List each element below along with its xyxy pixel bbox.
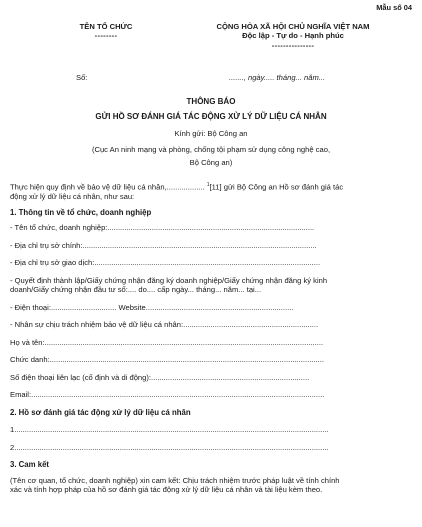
- intro-paragraph: [10, 182, 412, 192]
- document-title: THÔNG BÁO: [186, 97, 236, 106]
- intro-text-after: [11] gửi Bộ Công an Hồ sơ đánh giá tác: [209, 182, 344, 192]
- transaction-address-field: - Địa chỉ trụ sở giao dịch:...........................................................................................................: [10, 258, 321, 268]
- addressee: Kính gửi: Bộ Công an: [174, 129, 248, 138]
- section-2-heading: 2. Hồ sơ đánh giá tác động xử lý dữ liệu cá nhân: [10, 407, 191, 417]
- full-name-field: Họ và tên:....................................................................................................................................: [10, 337, 324, 347]
- email-field: Email:...........................................................................................................................................: [10, 390, 325, 400]
- organization-divider: --------: [94, 31, 118, 41]
- section-1-heading: 1. Thông tin về tổ chức, doanh nghiệp: [10, 207, 152, 217]
- section-3-heading: 3. Cam kết: [10, 460, 50, 470]
- agency-line-2: Bộ Công an): [189, 157, 233, 167]
- agency-line-1: (Cục An ninh mạng và phòng, chống tội phạm sử dụng công nghệ cao,: [91, 145, 331, 155]
- nation-title: CỘNG HÒA XÃ HỘI CHỦ NGHĨA VIỆT NAM: [216, 22, 370, 31]
- responsible-person-field: - Nhân sự chịu trách nhiệm bảo vệ dữ liệu cá nhân:................................................................: [10, 320, 319, 330]
- intro-text-before: Thực hiện quy định về bảo vệ dữ liệu cá nhân,..................: [10, 182, 207, 192]
- document-date: ......., ngày..... tháng... năm...: [229, 73, 326, 82]
- commitment-line-1: (Tên cơ quan, tổ chức, doanh nghiệp) xin cam kết: Chịu trách nhiệm trước pháp luật về tính chính: [10, 476, 340, 485]
- position-field: Chức danh:..................................................................................................................................: [10, 355, 324, 365]
- organization-name: TÊN TỔ CHỨC: [79, 22, 133, 31]
- footnote-mark: 1: [206, 182, 210, 188]
- org-name-field: - Tên tổ chức, doanh nghiệp:..................................................................................................: [10, 223, 315, 233]
- document-number-label: Số:: [76, 73, 88, 82]
- phone-website-field: - Điện thoại:............................... Website......................................................................: [10, 302, 294, 312]
- document-item-2: 2.....................................................................................................................................................: [10, 442, 329, 452]
- nation-motto: Độc lập - Tự do - Hạnh phúc: [242, 31, 344, 41]
- address-field: - Địa chỉ trụ sở chính:...............................................................................................................: [10, 240, 317, 250]
- form-number: Mẫu số 04: [376, 3, 412, 12]
- nation-divider: ---------------: [271, 40, 315, 50]
- title-block: [0, 97, 422, 167]
- contact-phone-field: Số điện thoại liên lạc (cố định và di động):...........................................................................: [10, 372, 310, 382]
- organization-block: [62, 22, 150, 41]
- intro-line-2: động xử lý dữ liệu cá nhân, như sau:: [10, 192, 135, 202]
- document-subtitle: GỬI HỒ SƠ ĐÁNH GIÁ TÁC ĐỘNG XỬ LÝ DỮ LIỆU CÁ NHÂN: [95, 112, 327, 121]
- document-item-1: 1.....................................................................................................................................................: [10, 425, 329, 435]
- decision-line-1: - Quyết định thành lập/Giấy chứng nhận đăng ký doanh nghiệp/Giấy chứng nhận đăng ký kinh: [10, 275, 328, 285]
- decision-line-2: doanh/Giấy chứng nhận đầu tư số:.... do.... cấp ngày... tháng... năm... tại...: [10, 285, 262, 295]
- document-body: [10, 182, 412, 495]
- nation-block: [180, 22, 406, 50]
- commitment-line-2: xác và tính hợp pháp của hồ sơ đánh giá tác động xử lý dữ liệu cá nhân và tài liệu kèm theo.: [10, 485, 323, 495]
